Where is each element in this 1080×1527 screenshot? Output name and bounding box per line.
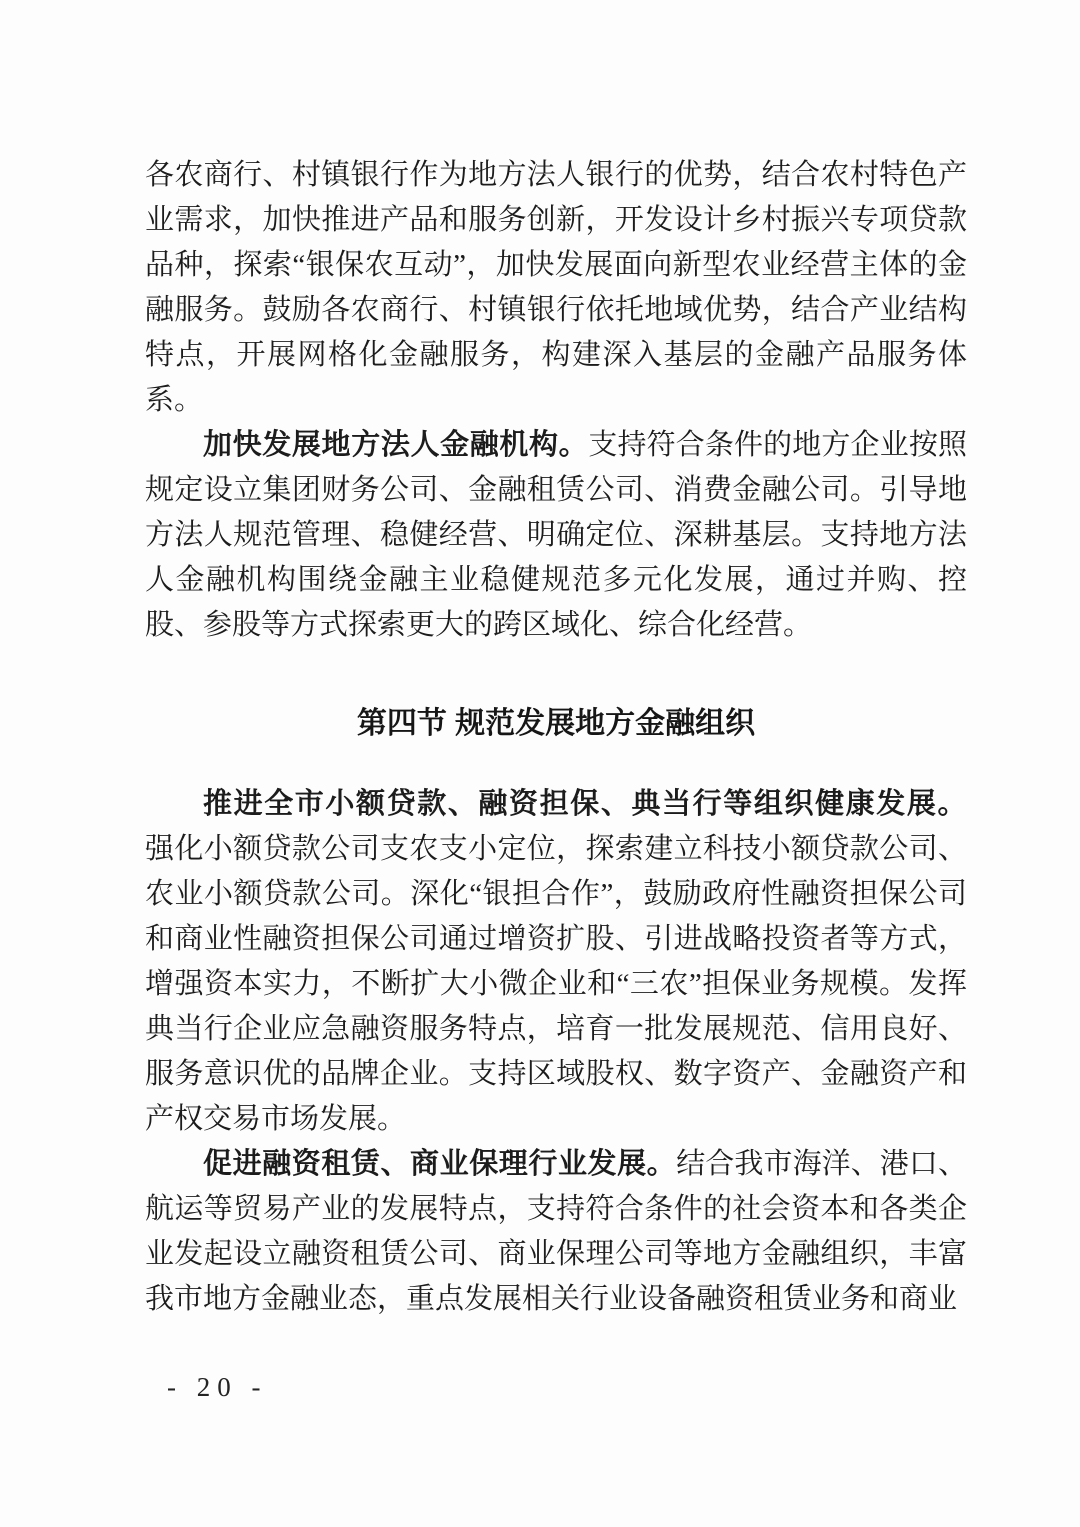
text-column — [145, 153, 967, 1322]
page-number: - 20 - — [167, 1372, 268, 1402]
paragraph-text: 强化小额贷款公司支农支小定位，探索建立科技小额贷款公司、农业小额贷款公司。深化“银担合作”，鼓励政府性融资担保公司和商业性融资担保公司通过增资扩股、引进战略投资者等方式，增强资本实力，不断扩大小微企业和“三农”担保业务规模。发挥典当行企业应急融资服务特点，培育一批发展规范、信用良好、服务意识优的品牌企业。支持区域股权、数字资产、金融资产和产权交易市场发展。 — [145, 833, 967, 1135]
paragraph-text: 各农商行、村镇银行作为地方法人银行的优势，结合农村特色产业需求，加快推进产品和服务创新，开发设计乡村振兴专项贷款品种，探索“银保农互动”，加快发展面向新型农业经营主体的金融服务。鼓励各农商行、村镇银行依托地域优势，结合产业结构特点，开展网格化金融服务，构建深入基层的金融产品服务体系。 — [145, 159, 967, 416]
paragraph-bold-lead: 加快发展地方法人金融机构。 — [203, 429, 589, 461]
paragraph-bold-lead: 促进融资租赁、商业保理行业发展。 — [203, 1148, 677, 1180]
paragraph-leasing-factoring — [145, 1142, 967, 1322]
paragraph-bold-lead: 推进全市小额贷款、融资担保、典当行等组织健康发展。 — [203, 788, 967, 820]
section-heading: 第四节 规范发展地方金融组织 — [356, 707, 756, 740]
paragraph-microloan-guarantee-pawn — [145, 782, 967, 1142]
paragraph-continuation — [145, 153, 967, 423]
paragraph-text: 结合我市海洋、港口、航运等贸易产业的发展特点，支持符合条件的社会资本和各类企业发起设立融资租赁公司、商业保理公司等地方金融组织，丰富我市地方金融业态，重点发展相关行业设备融资租赁业务和商业 — [145, 1148, 967, 1315]
paragraph-local-legal-entities — [145, 423, 967, 648]
paragraph-text: 支持符合条件的地方企业按照规定设立集团财务公司、金融租赁公司、消费金融公司。引导地方法人规范管理、稳健经营、明确定位、深耕基层。支持地方法人金融机构围绕金融主业稳健规范多元化发展，通过并购、控股、参股等方式探索更大的跨区域化、综合化经营。 — [145, 429, 967, 641]
